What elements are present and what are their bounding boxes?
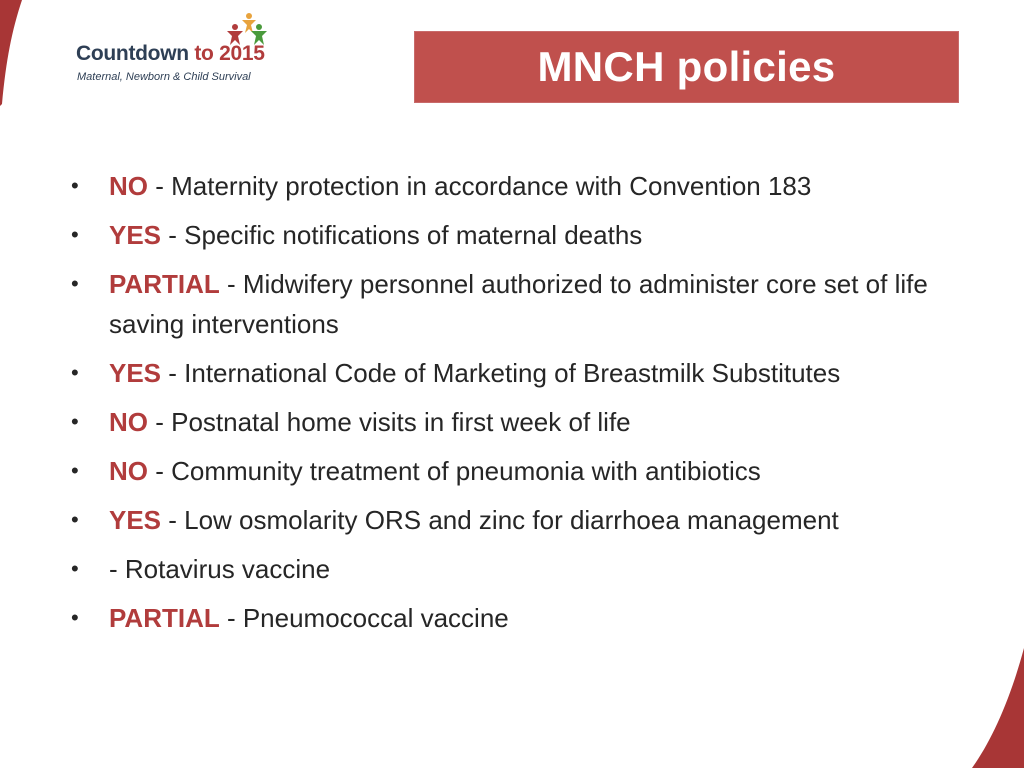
bullet-dot: • xyxy=(71,507,79,532)
policy-item xyxy=(70,402,980,442)
policy-item xyxy=(70,166,980,206)
policy-item xyxy=(70,451,980,491)
swoosh-shape xyxy=(972,648,1024,768)
bullet-dot: • xyxy=(71,458,79,483)
policy-text: - Midwifery personnel authorized to administer core set of life saving interventions xyxy=(109,269,928,339)
policy-status: NO xyxy=(109,407,148,437)
policy-status: NO xyxy=(109,456,148,486)
policy-status: YES xyxy=(109,505,162,535)
policy-text: - Postnatal home visits in first week of life xyxy=(148,407,631,437)
corner-swoosh-top-left xyxy=(0,0,30,110)
policy-item xyxy=(70,598,980,638)
policy-status: NO xyxy=(109,171,148,201)
policy-text: - Pneumococcal vaccine xyxy=(219,603,509,633)
policy-list xyxy=(70,166,980,647)
policy-item xyxy=(70,353,980,393)
countdown-logo xyxy=(76,12,306,94)
policy-item xyxy=(70,215,980,255)
policy-text: - Community treatment of pneumonia with antibiotics xyxy=(148,456,761,486)
policy-text: - Maternity protection in accordance with Convention 183 xyxy=(148,171,812,201)
corner-swoosh-bottom-right xyxy=(964,648,1024,768)
bullet-dot: • xyxy=(71,271,79,296)
bullet-dot: • xyxy=(71,605,79,630)
logo-wordmark xyxy=(76,42,265,66)
policy-status: PARTIAL xyxy=(109,269,220,299)
policy-item xyxy=(70,264,980,344)
policy-text: - Specific notifications of maternal deaths xyxy=(161,220,643,250)
policy-status: YES xyxy=(109,358,162,388)
policy-text: - Rotavirus vaccine xyxy=(109,554,331,584)
policy-text: - Low osmolarity ORS and zinc for diarrhoea management xyxy=(161,505,839,535)
bullet-dot: • xyxy=(71,556,79,581)
slide-title: MNCH policies xyxy=(537,43,836,90)
logo-word-year: to 2015 xyxy=(194,42,265,65)
policy-item xyxy=(70,500,980,540)
policy-status: YES xyxy=(109,220,162,250)
bullet-dot: • xyxy=(71,409,79,434)
policy-status: PARTIAL xyxy=(109,603,220,633)
bullet-dot: • xyxy=(71,222,79,247)
policy-item xyxy=(70,549,980,589)
bullet-dot: • xyxy=(71,360,79,385)
logo-tagline: Maternal, Newborn & Child Survival xyxy=(77,71,251,83)
logo-word-countdown: Countdown xyxy=(76,42,189,65)
title-banner xyxy=(414,31,959,103)
bullet-dot: • xyxy=(71,173,79,198)
policy-text: - International Code of Marketing of Breastmilk Substitutes xyxy=(161,358,841,388)
swoosh-shape xyxy=(0,0,22,106)
